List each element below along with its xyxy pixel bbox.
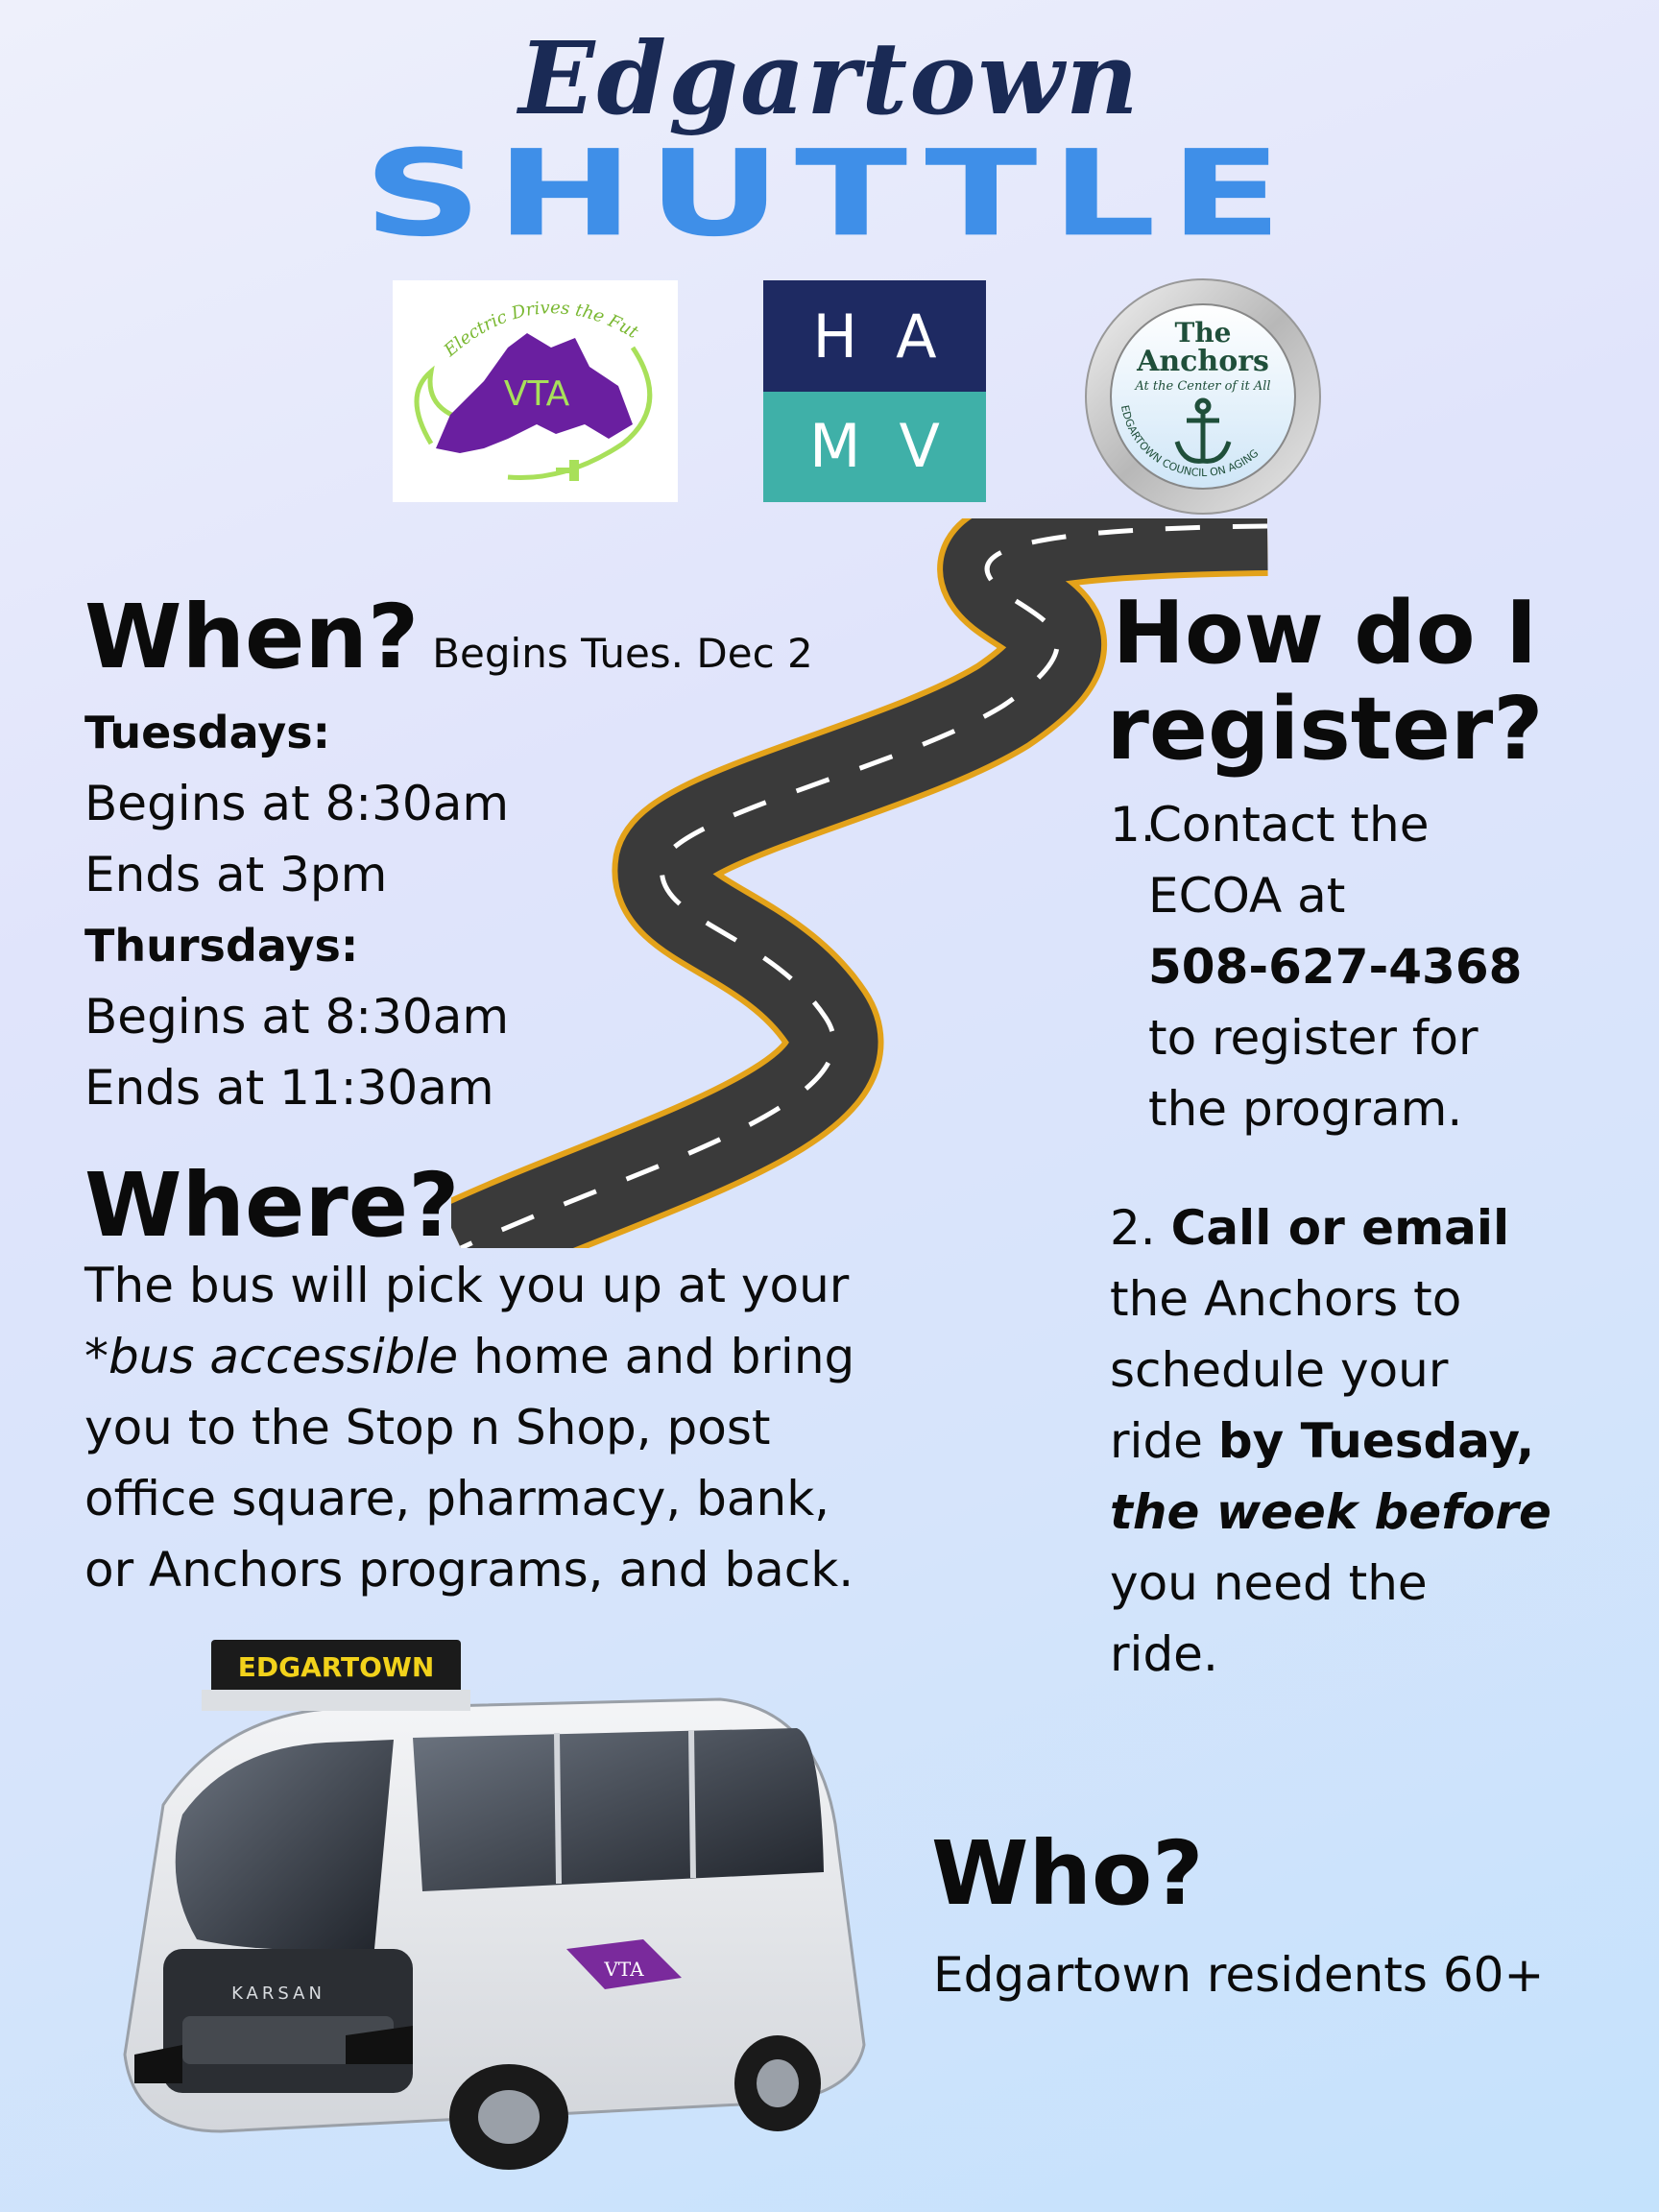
- register-heading: [1075, 583, 1575, 780]
- step-2-line-6: you need the: [1110, 1555, 1428, 1611]
- step-2-bold: Call or email: [1170, 1200, 1510, 1256]
- vta-logo-graphic: [393, 280, 678, 502]
- where-italic: bus accessible: [108, 1329, 459, 1384]
- register-heading-line-2: register?: [1106, 679, 1544, 780]
- anchors-logo-graphic: [1083, 276, 1323, 517]
- tuesday-begin: Begins at 8:30am: [84, 776, 510, 831]
- register-steps: [1110, 789, 1647, 1690]
- step-2-number: 2.: [1110, 1200, 1156, 1256]
- who-body: Edgartown residents 60+: [933, 1947, 1545, 2003]
- step-1-line-1: Contact the: [1148, 797, 1430, 853]
- step-1-line-4: the program.: [1148, 1081, 1463, 1137]
- where-line-2-rest: home and bring: [458, 1329, 855, 1384]
- when-heading: [84, 586, 813, 688]
- thursday-label: Thursdays:: [84, 920, 359, 972]
- bus-side-logo: VTA: [604, 1958, 644, 1981]
- tuesday-label: Tuesdays:: [84, 707, 330, 758]
- where-line-3: you to the Stop n Shop, post: [84, 1400, 771, 1455]
- step-2-line-4: [1110, 1406, 1647, 1477]
- hamv-top-text: HA: [812, 301, 975, 372]
- bus-illustration: [106, 1632, 874, 2174]
- anchors-name: Anchors: [1137, 345, 1269, 378]
- register-heading-line-1: How do I: [1112, 583, 1538, 684]
- step-1-line-3: to register for: [1148, 1010, 1479, 1066]
- step-2: [1110, 1192, 1647, 1690]
- anchors-ring-text: EDGARTOWN COUNCIL ON AGING: [1118, 404, 1262, 479]
- step-1-line-2: ECOA at: [1148, 868, 1346, 924]
- where-heading: Where?: [84, 1154, 460, 1257]
- anchors-motto: At the Center of it All: [1135, 379, 1271, 394]
- title-script: Edgartown: [518, 19, 1141, 137]
- vta-tagline: Electric Drives the Fut: [440, 298, 642, 361]
- schedule: [84, 697, 509, 1123]
- where-line-5: or Anchors programs, and back.: [84, 1542, 854, 1598]
- where-line-1: The bus will pick you up at your: [84, 1258, 850, 1313]
- bus-brand: KARSAN: [231, 1984, 325, 2004]
- hamv-top-block: [763, 280, 986, 392]
- vta-logo: [393, 280, 678, 502]
- step-1-phone: 508-627-4368: [1148, 939, 1523, 995]
- where-line-2: [84, 1321, 939, 1392]
- where-body: [84, 1250, 939, 1605]
- step-2-week-before: the week before: [1110, 1484, 1551, 1540]
- step-1-number: 1.: [1110, 797, 1156, 853]
- step-2-deadline: by Tuesday,: [1217, 1413, 1535, 1469]
- when-heading-text: When?: [84, 586, 420, 688]
- where-asterisk: *: [84, 1329, 108, 1384]
- tuesday-end: Ends at 3pm: [84, 847, 388, 902]
- hamv-bottom-block: [763, 392, 986, 502]
- when-subheading: Begins Tues. Dec 2: [432, 630, 813, 677]
- hamv-logo: [763, 280, 986, 502]
- bus-destination-sign: EDGARTOWN: [237, 1651, 435, 1683]
- title-main: SHUTTLE: [363, 124, 1296, 263]
- who-heading: Who?: [931, 1822, 1204, 1925]
- step-2-line-2: the Anchors to: [1110, 1271, 1462, 1327]
- step-2-line-3: schedule your: [1110, 1342, 1449, 1398]
- thursday-end: Ends at 11:30am: [84, 1060, 494, 1116]
- step-2-line-7: ride.: [1110, 1626, 1218, 1682]
- step-1: [1110, 789, 1647, 1144]
- anchors-the: The: [1174, 317, 1232, 349]
- vta-name: VTA: [503, 374, 570, 414]
- step-2-line-4-prefix: ride: [1110, 1413, 1218, 1469]
- hamv-bottom-text: MV: [809, 411, 978, 481]
- anchors-logo: [1083, 276, 1323, 517]
- where-line-4: office square, pharmacy, bank,: [84, 1471, 830, 1527]
- thursday-begin: Begins at 8:30am: [84, 989, 510, 1045]
- step-2-line-1: [1110, 1192, 1647, 1263]
